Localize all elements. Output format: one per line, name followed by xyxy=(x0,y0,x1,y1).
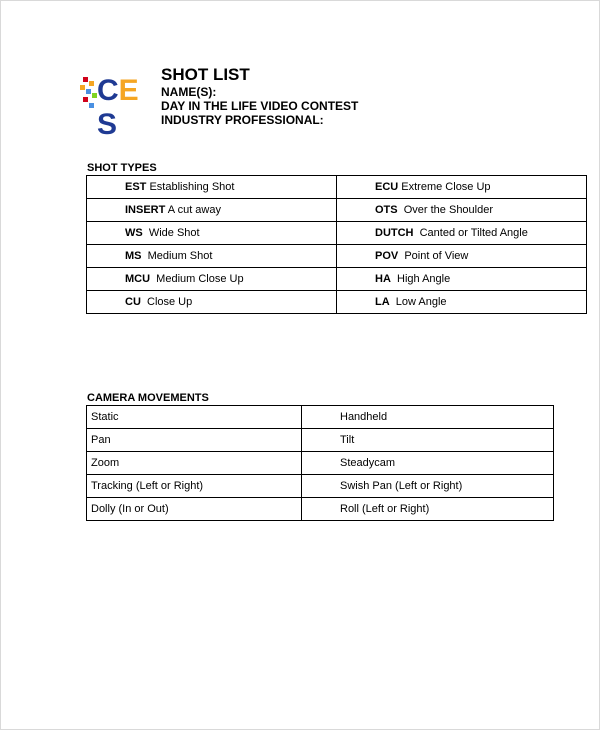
logo-letter: E xyxy=(118,74,139,107)
logo-text xyxy=(97,74,152,142)
shot-types-heading: SHOT TYPES xyxy=(87,162,157,174)
table-row xyxy=(87,245,587,268)
table-row xyxy=(87,176,587,199)
table-row xyxy=(87,199,587,222)
table-cell xyxy=(87,222,337,245)
table-cell xyxy=(87,291,337,314)
shot-description: A cut away xyxy=(165,204,221,216)
table-row xyxy=(87,268,587,291)
industry-label: INDUSTRY PROFESSIONAL: xyxy=(161,113,324,127)
shot-abbreviation: CU xyxy=(125,296,141,308)
camera-movements-table xyxy=(86,405,554,521)
shot-description: Wide Shot xyxy=(142,227,200,239)
shot-description: Canted or Tilted Angle xyxy=(413,227,528,239)
table-cell xyxy=(87,245,337,268)
logo-dot xyxy=(89,103,94,108)
logo-letter: S xyxy=(97,108,118,141)
table-cell xyxy=(87,199,337,222)
camera-movement-cell: Static xyxy=(87,406,302,429)
shot-description: Point of View xyxy=(398,250,469,262)
camera-movement-cell: Steadycam xyxy=(302,452,554,475)
shot-abbreviation: OTS xyxy=(375,204,398,216)
shot-description: Close Up xyxy=(140,296,193,308)
shot-abbreviation: ECU xyxy=(375,181,399,193)
camera-movement-cell: Zoom xyxy=(87,452,302,475)
logo-dot xyxy=(86,89,91,94)
shot-abbreviation: EST xyxy=(125,181,147,193)
shot-abbreviation: WS xyxy=(125,227,143,239)
shot-description: Low Angle xyxy=(389,296,447,308)
shot-abbreviation: POV xyxy=(375,250,399,262)
camera-movement-cell: Handheld xyxy=(302,406,554,429)
logo-dot xyxy=(83,97,88,102)
camera-movement-cell: Tilt xyxy=(302,429,554,452)
contest-title: DAY IN THE LIFE VIDEO CONTEST xyxy=(161,99,359,113)
shot-description: Medium Close Up xyxy=(150,273,244,285)
table-cell xyxy=(87,268,337,291)
table-cell xyxy=(337,222,587,245)
shot-description: Over the Shoulder xyxy=(397,204,494,216)
table-row xyxy=(87,406,554,429)
shot-abbreviation: MS xyxy=(125,250,142,262)
shot-description: Establishing Shot xyxy=(146,181,235,193)
camera-movement-cell: Roll (Left or Right) xyxy=(302,498,554,521)
table-cell xyxy=(87,176,337,199)
table-cell xyxy=(337,199,587,222)
table-row xyxy=(87,291,587,314)
logo-dot xyxy=(89,81,94,86)
camera-movement-cell: Pan xyxy=(87,429,302,452)
shot-abbreviation: MCU xyxy=(125,273,151,285)
table-row xyxy=(87,498,554,521)
shot-abbreviation: DUTCH xyxy=(375,227,414,239)
table-row xyxy=(87,475,554,498)
table-row xyxy=(87,222,587,245)
table-cell xyxy=(337,291,587,314)
shot-abbreviation: HA xyxy=(375,273,391,285)
shot-description: Medium Shot xyxy=(141,250,213,262)
table-cell xyxy=(337,176,587,199)
logo-dot xyxy=(83,77,88,82)
camera-movements-heading: CAMERA MOVEMENTS xyxy=(87,392,209,404)
ces-logo xyxy=(80,71,152,141)
table-cell xyxy=(337,245,587,268)
shot-description: Extreme Close Up xyxy=(398,181,491,193)
table-row xyxy=(87,429,554,452)
page-title: SHOT LIST xyxy=(161,65,250,84)
shot-description: High Angle xyxy=(390,273,451,285)
camera-movement-cell: Tracking (Left or Right) xyxy=(87,475,302,498)
camera-movement-cell: Dolly (In or Out) xyxy=(87,498,302,521)
shot-types-table xyxy=(86,175,587,314)
shot-abbreviation: INSERT xyxy=(125,204,166,216)
names-label: NAME(S): xyxy=(161,85,217,99)
shot-abbreviation: LA xyxy=(375,296,390,308)
camera-movement-cell: Swish Pan (Left or Right) xyxy=(302,475,554,498)
table-cell xyxy=(337,268,587,291)
table-row xyxy=(87,452,554,475)
logo-letter: C xyxy=(97,74,119,107)
logo-dot xyxy=(80,85,85,90)
